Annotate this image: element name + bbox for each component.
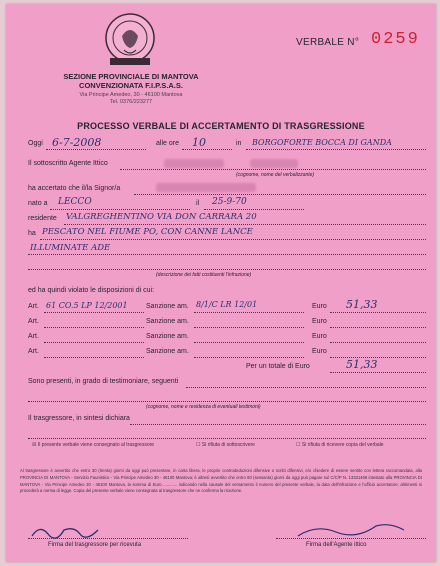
ha-line [40, 239, 426, 240]
euro1-value[interactable]: 51,33 [346, 298, 378, 311]
nato-line [50, 209, 190, 210]
desc-line-2 [28, 254, 426, 255]
violated-label: ed ha quindi violato le disposizioni di cui: [28, 287, 155, 294]
sanzione3-line [194, 342, 304, 343]
redacted-name [156, 183, 256, 192]
agente-signature [296, 518, 406, 540]
place-value[interactable]: BORGOFORTE BOCCA DI GANDA [252, 138, 392, 147]
euro4-line [330, 357, 426, 358]
ha-value[interactable]: PESCATO NEL FIUME PO, CON CANNE LANCE [42, 227, 253, 237]
ore-value[interactable]: 10 [192, 136, 206, 149]
totale-line [330, 372, 426, 373]
residente-value[interactable]: VALGREGHENTINO VIA DON CARRARA 20 [66, 212, 257, 222]
sanzione3-label: Sanzione am. [146, 333, 189, 340]
euro2-label: Euro [312, 318, 327, 325]
art3-label: Art. [28, 333, 39, 340]
check-consegnato[interactable] [32, 442, 154, 448]
accertato-label: ha accertato che il/la Signor/a [28, 185, 121, 192]
sanzione2-line [194, 327, 304, 328]
ore-line [182, 149, 232, 150]
presenti-line-2 [28, 401, 426, 402]
sanzione4-label: Sanzione am. [146, 348, 189, 355]
trasgressore-line-2 [28, 438, 426, 439]
nato-label: nato a [28, 200, 48, 207]
presenti-label: Sono presenti, in grado di testimoniare, seguenti [28, 378, 179, 385]
accertato-line [134, 194, 426, 195]
euro3-line [330, 342, 426, 343]
alle-ore-label: alle ore [156, 140, 179, 147]
ha-label: ha [28, 230, 36, 237]
trasgressore-sig-caption: Firma del trasgressore per ricevuta [48, 542, 142, 548]
org-address: Via Principe Amedeo, 30 - 46100 Mantova [79, 92, 183, 98]
agente-line [120, 169, 426, 170]
art4-label: Art. [28, 348, 39, 355]
checkbox-icon: ☐ [296, 442, 301, 448]
trasgressore-sig-line [28, 538, 188, 539]
trasgressore-label: Il trasgressore, in sintesi dichiara [28, 415, 130, 422]
violated-sub: (descrizione dei fatti costituenti l'infrazione) [156, 272, 252, 278]
date-value[interactable]: 6-7-2008 [52, 136, 102, 149]
totale-value[interactable]: 51,33 [346, 358, 378, 371]
desc-line-3 [28, 269, 426, 270]
nato-il-line [204, 209, 304, 210]
check-rifiuta-firma[interactable] [196, 442, 255, 448]
trasgressore-line [130, 424, 426, 425]
check-rifiuta-copia-label: Si rifiuta di ricevere copia del verbale [301, 442, 384, 448]
verbale-number: 0259 [371, 30, 420, 49]
org-line2: CONVENZIONATA F.I.P.S.A.S. [79, 81, 183, 90]
check-consegnato-label: Il presente verbale viene consegnato al trasgressore [37, 442, 155, 448]
redacted-agente-2 [250, 159, 298, 168]
art2-line [44, 327, 144, 328]
agente-sub: (cognome, nome del verbalizzante) [236, 172, 315, 178]
check-rifiuta-firma-label: Si rifiuta di sottoscrivere [201, 442, 255, 448]
euro2-line [330, 327, 426, 328]
agente-sig-caption: Firma dell'Agente ittico [306, 542, 367, 548]
totale-label: Per un totale di Euro [246, 363, 310, 370]
desc-value-2[interactable]: ILLUMINATE ADE [30, 243, 111, 253]
nato-il-label: il [196, 200, 200, 207]
presenti-line [186, 387, 426, 388]
place-line [246, 149, 426, 150]
art1-label: Art. [28, 303, 39, 310]
redacted-agente [164, 159, 224, 168]
fine-print: Al trasgressore è avvertito che entro 30 (trenta) giorni da oggi può presentare, in carta libera, le proprie controdeduzioni difensive o scritti difensivi, e/o chiedere di essere sentito con lettera raccomandata, alla PROVINCIA DI MANTOVA - Servizio Faunistico - Via Principe Amedeo 30 - 46100 Mantova; è altresì avvertito che entro 60 (sessanta) giorni da oggi può pagare sul C/C/P N. 13331468 intestato alla PROVINCIA DI MANTOVA - Via Principe Amedeo 30 - 46100 Mantova, la somma di Euro ............ indicando nella causale del versamento il numero del presente verbale, la data dell'infrazione e l'ufficio accertatore; altrimenti si procederà a norma di legge. Copia del presente verbale viene consegnata al trasgressore che ne conferma la ricezione. [20, 468, 422, 494]
sanzione1-line [194, 312, 304, 313]
checkbox-icon: ☐ [196, 442, 201, 448]
check-rifiuta-copia[interactable] [296, 442, 384, 448]
euro1-line [330, 312, 426, 313]
residente-line [64, 224, 426, 225]
document-title: PROCESSO VERBALE DI ACCERTAMENTO DI TRASGRESSIONE [77, 121, 365, 131]
org-phone: Tel. 0376/223277 [109, 99, 153, 105]
presenti-sub: (cognome, nome e residenza di eventuali testimoni) [146, 404, 261, 410]
sanzione2-label: Sanzione am. [146, 318, 189, 325]
residente-label: residente [28, 215, 57, 222]
fipsas-seal-icon [102, 10, 158, 68]
sanzione1-label: Sanzione am. [146, 303, 189, 310]
sanzione1-value[interactable]: 8/1/C LR 12/01 [196, 300, 258, 309]
oggi-label: Oggi [28, 140, 43, 147]
checked-box-icon: ☒ [32, 442, 37, 448]
art1-line [44, 312, 144, 313]
nato-value[interactable]: LECCO [58, 197, 92, 207]
nato-il-value[interactable]: 25-9-70 [212, 197, 247, 207]
agente-sig-line [276, 538, 426, 539]
verbale-form-sheet [6, 4, 436, 562]
art2-label: Art. [28, 318, 39, 325]
date-line [46, 149, 146, 150]
euro1-label: Euro [312, 303, 327, 310]
in-label: in [236, 140, 242, 147]
verbale-label: VERBALE N° [296, 37, 360, 48]
euro4-label: Euro [312, 348, 327, 355]
euro3-label: Euro [312, 333, 327, 340]
art4-line [44, 357, 144, 358]
art1-value[interactable]: 61 CO.5 LP 12/2001 [46, 301, 128, 310]
org-line1: SEZIONE PROVINCIALE DI MANTOVA [63, 72, 199, 81]
agente-label: Il sottoscritto Agente Ittico [28, 160, 108, 167]
sanzione4-line [194, 357, 304, 358]
art3-line [44, 342, 144, 343]
